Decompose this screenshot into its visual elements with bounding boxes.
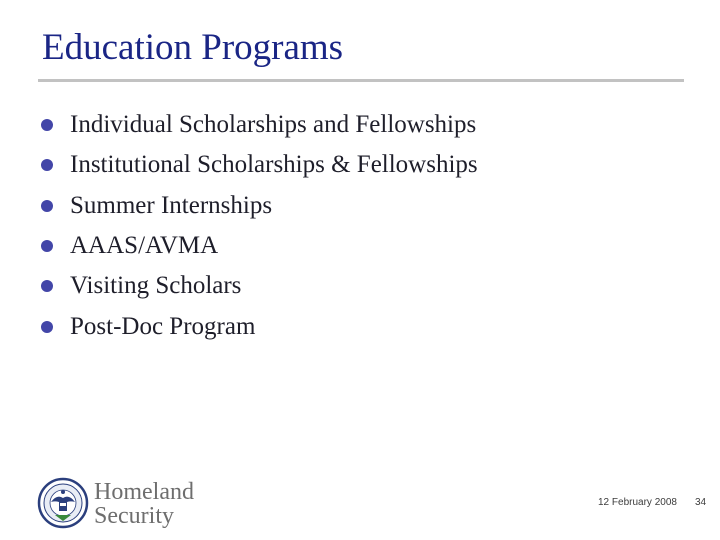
bullet-item xyxy=(40,226,478,266)
bullet-item xyxy=(40,266,478,306)
bullet-text: Summer Internships xyxy=(70,191,273,219)
bullet-dot-icon xyxy=(41,321,53,333)
bullet-item xyxy=(40,105,478,145)
title-divider xyxy=(38,79,684,82)
page-number: 34 xyxy=(695,497,707,508)
bullet-item xyxy=(40,186,478,226)
bullet-text: Institutional Scholarships & Fellowships xyxy=(70,151,478,179)
bullet-text: Post-Doc Program xyxy=(70,312,256,340)
logo-wordmark xyxy=(94,480,194,528)
bullet-dot-icon xyxy=(41,159,53,171)
bullet-item xyxy=(40,306,478,346)
dhs-seal-icon xyxy=(37,476,93,532)
bullet-text: Individual Scholarships and Fellowships xyxy=(70,111,477,139)
bullet-list xyxy=(40,105,478,347)
logo-line-security: Security xyxy=(94,503,174,529)
bullet-dot-icon xyxy=(41,280,53,292)
bullet-dot-icon xyxy=(41,200,53,212)
bullet-item xyxy=(40,145,478,185)
footer-date: 12 February 2008 xyxy=(598,497,677,508)
bullet-dot-icon xyxy=(41,240,53,252)
bullet-text: AAAS/AVMA xyxy=(70,232,219,260)
bullet-text: Visiting Scholars xyxy=(70,272,242,300)
bullet-dot-icon xyxy=(41,119,53,131)
logo-line-homeland: Homeland xyxy=(94,479,194,505)
slide-title: Education Programs xyxy=(42,27,344,68)
